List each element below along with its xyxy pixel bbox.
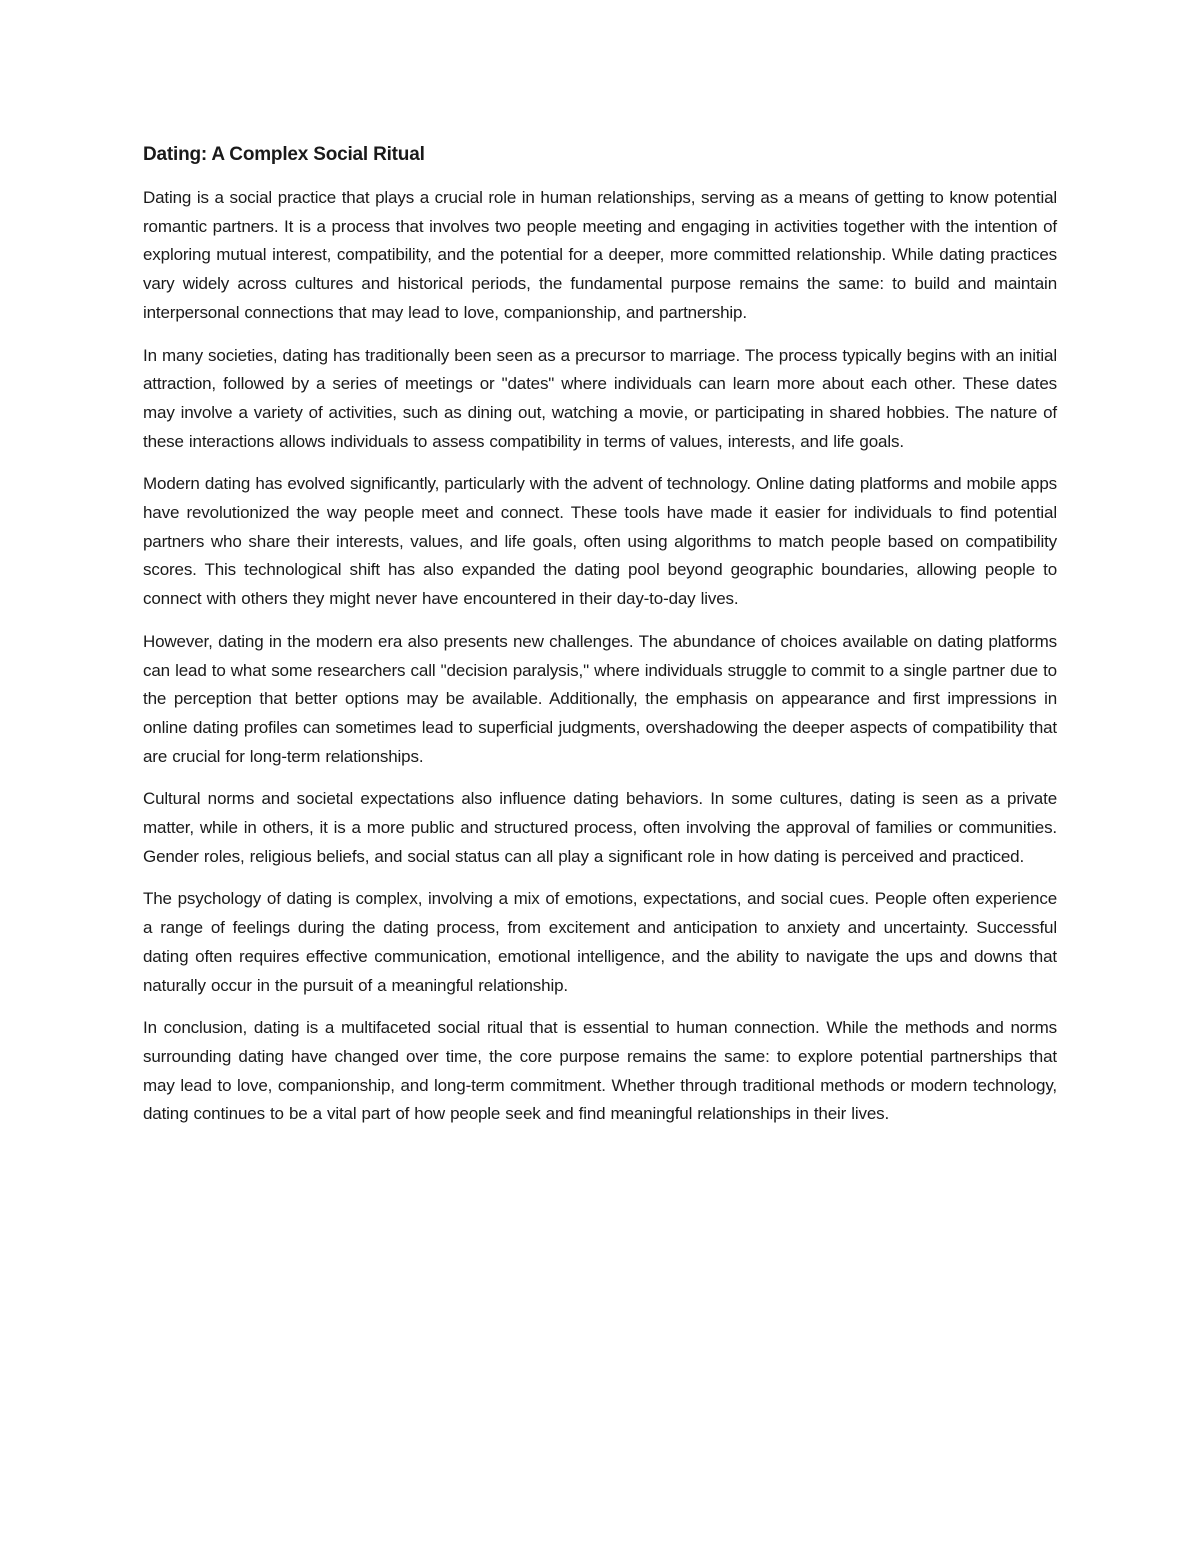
paragraph-6: The psychology of dating is complex, involving a mix of emotions, expectations, and social cues. People often experience a range of feelings during the dating process, from excitement and anticipation to anxiety and uncertainty. Successful dating often requires effective communication, emotional intelligence, and the ability to navigate the ups and downs that naturally occur in the pursuit of a meaningful relationship. — [143, 889, 1057, 995]
paragraph-1: Dating is a social practice that plays a crucial role in human relationships, serving as a means of getting to know potential romantic partners. It is a process that involves two people meeting and engaging in activities together with the intention of exploring mutual interest, compatibility, and the potential for a deeper, more committed relationship. While dating practices vary widely across cultures and historical periods, the fundamental purpose remains the same: to build and maintain interpersonal connections that may lead to love, companionship, and partnership. — [143, 188, 1057, 322]
paragraph-7: In conclusion, dating is a multifaceted social ritual that is essential to human connection. While the methods and norms surrounding dating have changed over time, the core purpose remains the same: to explore potential partnerships that may lead to love, companionship, and long-term commitment. Whether through traditional methods or modern technology, dating continues to be a vital part of how people seek and find meaningful relationships in their lives. — [143, 1018, 1057, 1124]
paragraph-5: Cultural norms and societal expectations also influence dating behaviors. In some cultures, dating is seen as a private matter, while in others, it is a more public and structured process, often involving the approval of families or communities. Gender roles, religious beliefs, and social status can all play a significant role in how dating is perceived and practiced. — [143, 789, 1057, 866]
paragraph-4: However, dating in the modern era also presents new challenges. The abundance of choices available on dating platforms can lead to what some researchers call "decision paralysis," where individuals struggle to commit to a single partner due to the perception that better options may be available. Additionally, the emphasis on appearance and first impressions in online dating profiles can sometimes lead to superficial judgments, overshadowing the deeper aspects of compatibility that are crucial for long-term relationships. — [143, 631, 1057, 766]
paragraph-2: In many societies, dating has traditionally been seen as a precursor to marriage. The process typically begins with an initial attraction, followed by a series of meetings or "dates" where individuals can learn more about each other. These dates may involve a variety of activities, such as dining out, watching a movie, or participating in shared hobbies. The nature of these interactions allows individuals to assess compatibility in terms of values, interests, and life goals. — [143, 345, 1057, 451]
paragraph-3: Modern dating has evolved significantly, particularly with the advent of technology. Online dating platforms and mobile apps have revolutionized the way people meet and connect. These tools have made it easier for individuals to find potential partners who share their interests, values, and life goals, often using algorithms to match people based on compatibility scores. This technological shift has also expanded the dating pool beyond geographic boundaries, allowing people to connect with others they might never have encountered in their day-to-day lives. — [143, 474, 1057, 609]
document-body — [143, 140, 1057, 1143]
document-title: Dating: A Complex Social Ritual — [143, 144, 425, 165]
